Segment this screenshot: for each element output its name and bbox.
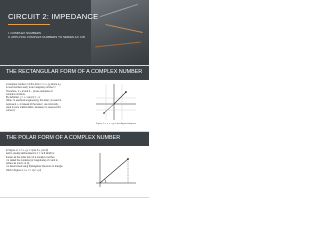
modulus-vector <box>100 159 128 183</box>
body-line: written as mod z or |z|. <box>6 162 30 166</box>
body-line: (Note: In electrical engineering, the letter j is used to <box>6 99 62 103</box>
title-underline <box>8 24 50 25</box>
slide-thumbnail-rectangular-form[interactable] <box>0 66 149 132</box>
complex-point <box>125 91 127 93</box>
argand-diagram <box>92 82 138 122</box>
body-line: A complex number z of the form z = x + jy where x,y <box>6 83 61 86</box>
slide-body-text <box>6 83 84 113</box>
agenda-list <box>8 31 85 39</box>
slide-thumbnail-polar-form[interactable] <box>0 132 149 198</box>
body-line: r is called the modulus (or magnitude) of z and is <box>6 158 58 162</box>
body-line: r is determined using Pythagoras' theorem on triangle <box>6 165 63 169</box>
body-line: current.) <box>6 109 15 113</box>
agenda-item: I. COMPLEX NUMBERS <box>8 31 42 35</box>
figure-caption: Figure 1: z = x + jy in the Argand diagram <box>96 123 137 125</box>
body-line: is real numbers and j is an imaginary number = <box>6 86 56 90</box>
body-line: In Figure 2, z = x + jy = r(cos θ + j sin θ) <box>6 149 49 152</box>
slide-thumbnail-title[interactable] <box>0 0 149 66</box>
polar-diagram <box>92 149 138 189</box>
slide-header-bar <box>0 66 149 80</box>
body-line: complex numbers. <box>6 92 26 96</box>
body-line: used in pure mathematics, because i is reserved for <box>6 106 61 110</box>
body-line: Therefore, 1 + j2 and 3 − j4 are examples of <box>6 89 53 93</box>
angle-arc <box>105 179 106 183</box>
slide-header-bar <box>0 132 149 146</box>
slide-body-text <box>6 149 84 172</box>
body-line: known as the polar form of a complex number. <box>6 155 56 159</box>
slide-heading: THE RECTANGULAR FORM OF A COMPLEX NUMBER <box>6 69 143 75</box>
body-line: OAZ in Figure 2, i.e. r = √(x² + y²) <box>6 168 42 172</box>
body-line: By definition, j = √−1 and j² = −1. <box>6 96 41 100</box>
agenda-item: II. APPLYING COMPLEX NUMBERS TO SERIES AC CIR <box>8 35 85 40</box>
title-photo <box>91 0 149 66</box>
slide-heading: THE POLAR FORM OF A COMPLEX NUMBER <box>6 135 121 141</box>
complex-point <box>127 158 129 160</box>
slide-title: CIRCUIT 2: IMPEDANCE <box>8 12 99 21</box>
body-line: and is usually abbreviated to z = r∠θ which is <box>6 152 55 156</box>
body-line: represent √−1 instead of the letter i, as commonly <box>6 102 59 106</box>
